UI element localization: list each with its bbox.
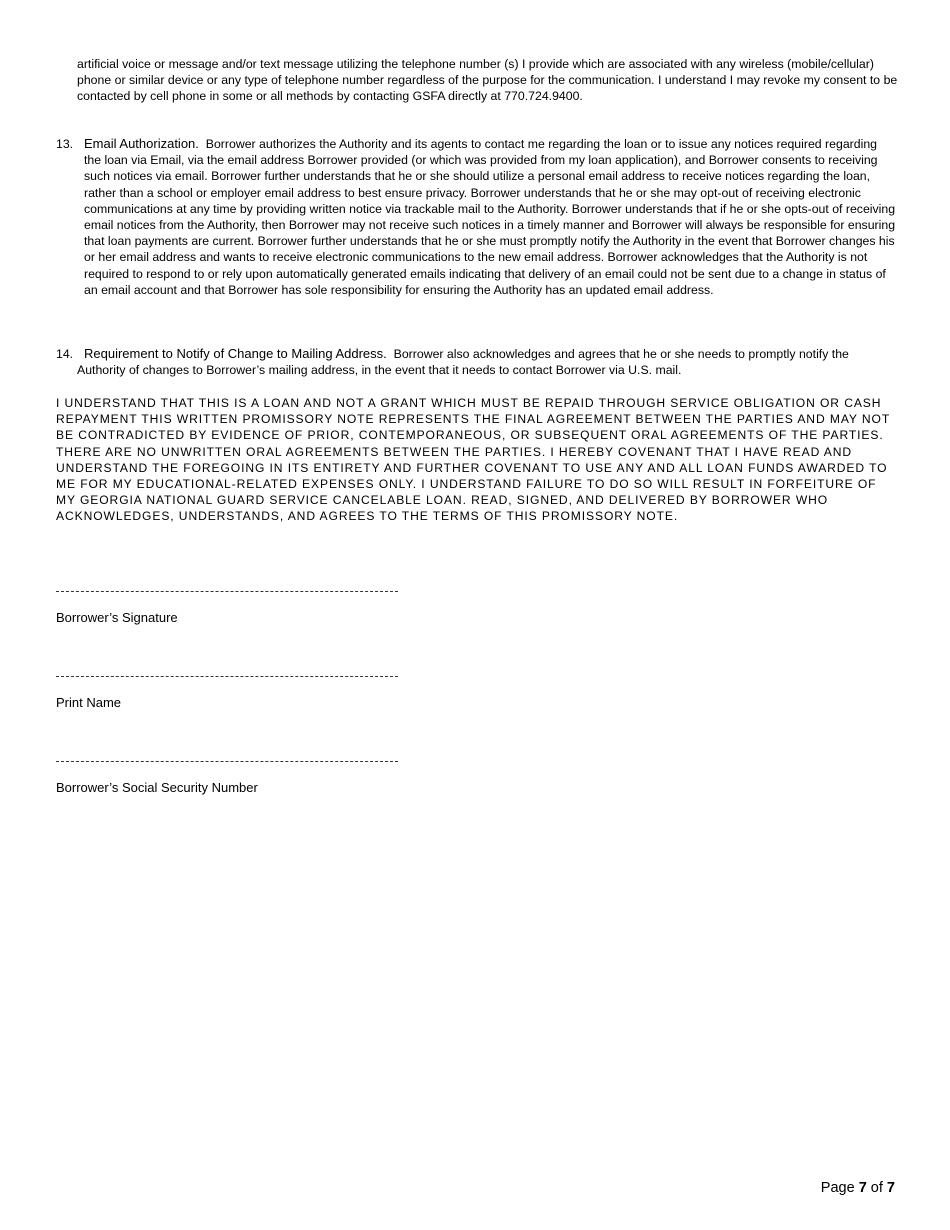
clause-14-number: 14.: [56, 347, 74, 361]
clause-13-title: Email Authorization.: [84, 136, 199, 151]
signature-label: Borrower’s Signature: [56, 610, 178, 625]
print-name-label: Print Name: [56, 695, 122, 710]
of-word: of: [870, 1180, 883, 1196]
signature-line[interactable]: [56, 591, 398, 592]
clause-13-email-authorization: [56, 136, 896, 298]
ssn-line[interactable]: [56, 761, 398, 762]
total-pages-number: 7: [886, 1180, 895, 1196]
current-page-number: 7: [858, 1180, 867, 1196]
clause-14-mailing-address: [56, 346, 897, 378]
clause-14-body: Borrower also acknowledges and agrees that he or she needs to promptly notify the Authority of changes to Borrower’s mailing address, in the event that it needs to contact Borrower via U.S. mail.: [77, 347, 849, 378]
clause-13-number: 13.: [56, 137, 74, 151]
page-word: Page: [820, 1180, 855, 1196]
acknowledgement-statement: I UNDERSTAND THAT THIS IS A LOAN AND NOT A GRANT WHICH MUST BE REPAID THROUGH SERVICE OBLIGATION OR CASH REPAYMENT THIS WRITTEN PROMISSORY NOTE REPRESENTS THE FINAL AGREEMENT BETWEEN THE PARTIES AND MAY NOT BE CONTRADICTED BY EVIDENCE OF PRIOR, CONTEMPORANEOUS, OR SUBSEQUENT ORAL AGREEMENTS OF THE PARTIES. THERE ARE NO UNWRITTEN ORAL AGREEMENTS BETWEEN THE PARTIES. I HEREBY COVENANT THAT I HAVE READ AND UNDERSTAND THE FOREGOING IN ITS ENTIRETY AND FURTHER COVENANT TO USE ANY AND ALL LOAN FUNDS AWARDED TO ME FOR MY EDUCATIONAL-RELATED EXPENSES ONLY. I UNDERSTAND FAILURE TO DO SO WILL RESULT IN FORFEITURE OF MY GEORGIA NATIONAL GUARD SERVICE CANCELABLE LOAN. READ, SIGNED, AND DELIVERED BY BORROWER WHO ACKNOWLEDGES, UNDERSTANDS, AND AGREES TO THE TERMS OF THIS PROMISSORY NOTE.: [56, 396, 890, 524]
continued-paragraph: [77, 56, 907, 105]
print-name-line[interactable]: [56, 676, 398, 677]
ssn-label: Borrower’s Social Security Number: [56, 780, 258, 795]
clause-14-title: Requirement to Notify of Change to Mailing Address.: [84, 346, 387, 361]
continued-paragraph-text: artificial voice or message and/or text message utilizing the telephone number (s) I provide which are associated with any wireless (mobile/cellular) phone or similar device or any type of telephone number regardless of the purpose for the communication. I understand I may revoke my consent to be contacted by cell phone in some or all methods by contacting GSFA directly at 770.724.9400.: [77, 57, 898, 104]
page-number-footer: [821, 1179, 895, 1197]
clause-13-body: Borrower authorizes the Authority and its agents to contact me regarding the loan or to issue any notices required regarding the loan via Email, via the email address Borrower provided (or which was provided from my loan application), and Borrower consents to receiving such notices via email. Borrower further understands that he or she should utilize a personal email address to receive notices regarding the loan, rather than a school or employer email address to best ensure privacy. Borrower understands that he or she may opt-out of receiving electronic communications at any time by providing written notice via trackable mail to the Authority. Borrower understands that if he or she opts-out of receiving email notices from the Authority, then Borrower may not receive such notices in a timely manner and Borrower will always be responsible for ensuring that loan payments are current. Borrower further understands that he or she must promptly notify the Authority in the event that Borrower changes his or her email address and wants to receive electronic communications to the new email address. Borrower acknowledges that the Authority is not required to respond to or rely upon automatically generated emails indicating that delivery of an email could not be sent due to a change in status of an email account and that Borrower has sole responsibility for ensuring the Authority has an updated email address.: [84, 137, 896, 297]
